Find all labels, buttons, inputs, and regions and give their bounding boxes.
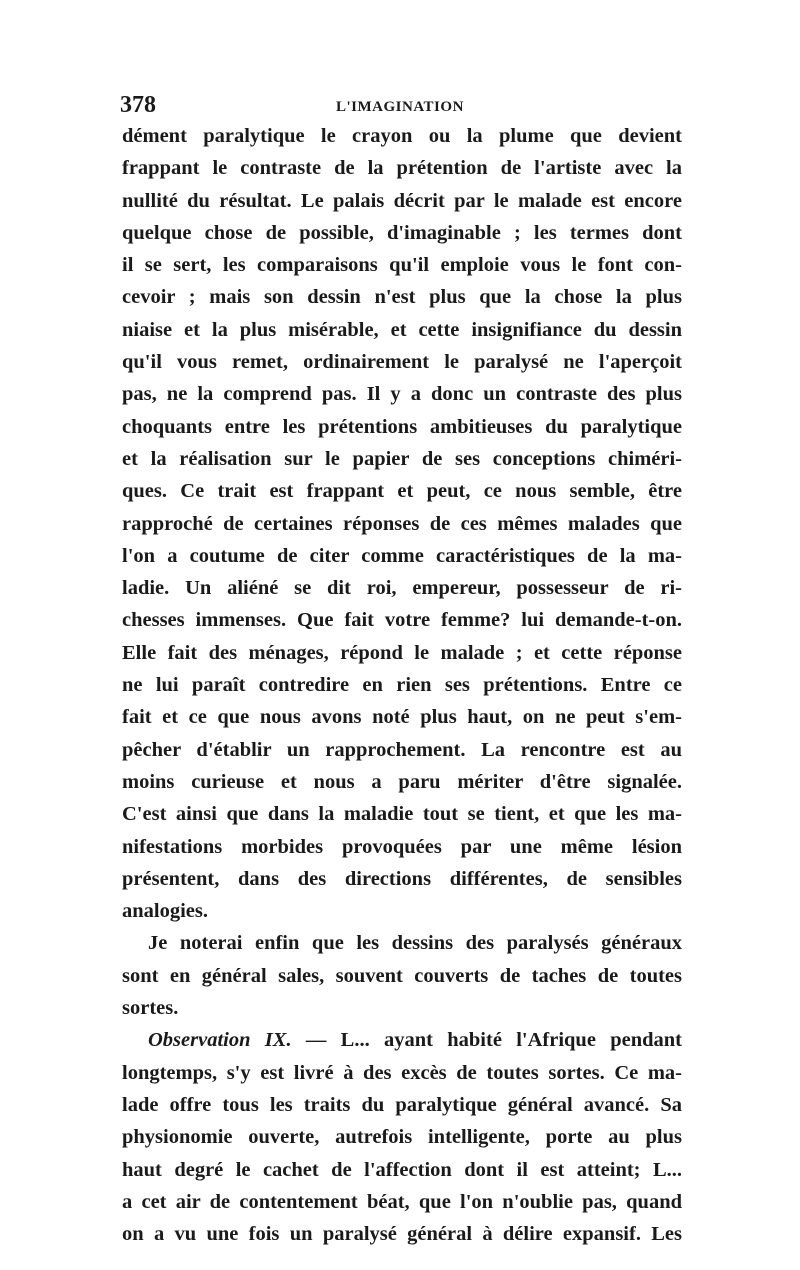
paragraph [122, 120, 682, 927]
text-line: nullité du résultat. Le palais décrit par le malade est encore [122, 189, 682, 212]
text-line: chesses immenses. Que fait votre femme? lui demande-t-on. [122, 609, 682, 632]
text-line: analogies. [122, 900, 208, 923]
text-line: dément paralytique le crayon ou la plume que devient [122, 125, 682, 147]
text-line: a cet air de contentement béat, que l'on n'oublie pas, quand [122, 1190, 682, 1213]
text-line: on a vu une fois un paralysé général à délire expansif. Les [122, 1223, 682, 1246]
text-line: sont en général sales, souvent couverts de taches de toutes [122, 964, 682, 987]
text-line: cevoir ; mais son dessin n'est plus que la chose la plus [122, 286, 682, 309]
page-number: 378 [120, 92, 156, 118]
text-line: fait et ce que nous avons noté plus haut, on ne peut s'em- [122, 706, 682, 729]
text-line: présentent, dans des directions différentes, de sensibles [122, 867, 682, 890]
paragraph [122, 927, 682, 1024]
text-line: Je noterai enfin que les dessins des paralysés généraux [148, 932, 682, 955]
observation-label: Observation IX. [148, 1029, 292, 1052]
text-line: ladie. Un aliéné se dit roi, empereur, possesseur de ri- [122, 577, 682, 600]
text-line: nifestations morbides provoquées par une même lésion [122, 835, 682, 858]
text-line: choquants entre les prétentions ambitieuses du paralytique [122, 415, 682, 438]
text-line: quelque chose de possible, d'imaginable ; les termes dont [122, 221, 682, 244]
running-title: L'IMAGINATION [336, 99, 464, 115]
running-head [120, 92, 680, 122]
text-line: qu'il vous remet, ordinairement le paralysé ne l'aperçoit [122, 351, 682, 374]
body-text [122, 120, 682, 1250]
observation-paragraph [122, 1024, 682, 1250]
text-line: longtemps, s'y est livré à des excès de toutes sortes. Ce ma- [122, 1061, 682, 1084]
text-line: physionomie ouverte, autrefois intelligente, porte au plus [122, 1126, 682, 1149]
text-line: ques. Ce trait est frappant et peut, ce nous semble, être [122, 480, 682, 503]
text-line: et la réalisation sur le papier de ses conceptions chiméri- [122, 447, 682, 470]
text-line: ne lui paraît contredire en rien ses prétentions. Entre ce [122, 674, 682, 697]
text-line [122, 1024, 682, 1056]
text-line: frappant le contraste de la prétention de l'artiste avec la [122, 157, 682, 180]
text-line: l'on a coutume de citer comme caractéristiques de la ma- [122, 544, 682, 567]
text-line: pas, ne la comprend pas. Il y a donc un contraste des plus [122, 383, 682, 406]
text-line: niaise et la plus misérable, et cette insignifiance du dessin [122, 318, 682, 341]
text-line: il se sert, les comparaisons qu'il emploie vous le font con- [122, 254, 682, 277]
text-line: Elle fait des ménages, répond le malade ; et cette réponse [122, 641, 682, 664]
text-line: rapproché de certaines réponses de ces mêmes malades que [122, 512, 682, 535]
text-line: haut degré le cachet de l'affection dont il est atteint; L... [122, 1158, 682, 1181]
text-line: moins curieuse et nous a paru mériter d'être signalée. [122, 770, 682, 793]
text-line: pêcher d'établir un rapprochement. La rencontre est au [122, 738, 682, 761]
text-line: C'est ainsi que dans la maladie tout se tient, et que les ma- [122, 803, 682, 826]
text-line: lade offre tous les traits du paralytique général avancé. Sa [122, 1093, 682, 1116]
observation-first-line: — L... ayant habité l'Afrique pendant [291, 1029, 682, 1052]
text-line: sortes. [122, 997, 179, 1020]
